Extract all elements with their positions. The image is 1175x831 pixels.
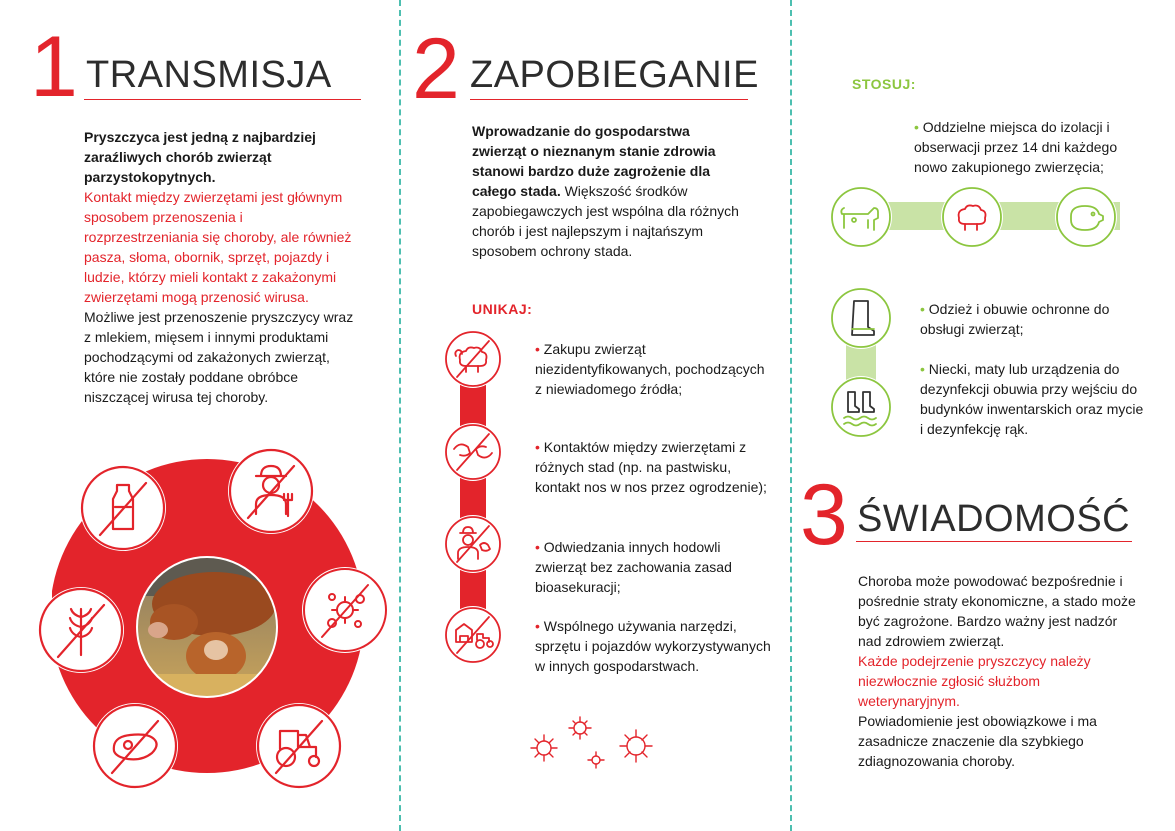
pig-icon (1055, 186, 1117, 248)
cow-and-calf-photo (136, 556, 278, 698)
transmission-text (84, 127, 356, 407)
cow-icon (830, 186, 892, 248)
use-item-3: • Niecki, maty lub urządzenia do dezynfekcji obuwia przy wejściu do budynków inwentarskich oraz mycie i dezynfekcję rąk. (920, 361, 1144, 437)
transmission-products-text: Możliwe jest przenoszenie pryszczycy wraz z mlekiem, mięsem i innymi produktami pochodzącymi od zakażonych zwierząt, które nie zostały poddane obróbce niszczącej wirusa tej choroby. (84, 309, 354, 405)
title-underline-3 (856, 541, 1132, 542)
prevention-intro-rest: Większość środków zapobiegawczych jest wspólna dla różnych chorób i jest najlepszym i najtańszym sposobem ochrony stada. (472, 183, 739, 259)
milk-bottle-icon (80, 465, 166, 551)
prevention-intro-bold: Wprowadzanie do gospodarstwa zwierząt o nieznanym stanie zdrowia stanowi bardzo duże zagrożenie dla całego stada. (472, 123, 716, 199)
meat-icon (92, 703, 178, 789)
section-number-3: 3 (800, 467, 848, 563)
awareness-mandatory-text: Powiadomienie jest obowiązkowe i ma zasadnicze znaczenie dla szybkiego zdiagnozowania choroby. (858, 713, 1097, 769)
farmer-icon (228, 448, 314, 534)
virus-icon (302, 567, 388, 653)
section-number-1: 1 (30, 19, 78, 115)
tractor-icon (256, 703, 342, 789)
transmission-intro: Pryszczyca jest jedną z najbardziej zaraźliwych chorób zwierząt parzystokopytnych. (84, 129, 316, 185)
disinfection-mat-icon (830, 376, 892, 438)
animals-contact-icon (444, 423, 502, 481)
awareness-text (858, 571, 1143, 771)
section-title-swiadomosc: ŚWIADOMOŚĆ (857, 498, 1131, 540)
wheat-icon (38, 587, 124, 673)
title-underline-2 (470, 99, 748, 100)
section-number-2: 2 (412, 21, 460, 117)
avoid-item-2: • Kontaktów między zwierzętami z różnych stad (np. na pastwisku, kontakt nos w nos przez ogrodzenie); (535, 439, 767, 495)
section-title-zapobieganie: ZAPOBIEGANIE (470, 54, 759, 96)
prevention-intro (472, 121, 742, 261)
section-title-transmisja: TRANSMISJA (86, 54, 332, 96)
avoid-item-3: • Odwiedzania innych hodowli zwierząt bez zachowania zasad bioasekuracji; (535, 539, 732, 595)
avoid-item-4: • Wspólnego używania narzędzi, sprzętu i pojazdów wykorzystywanych w innych gospodarstwach. (535, 618, 771, 674)
use-item-1: • Oddzielne miejsca do izolacji i obserwacji przez 14 dni każdego nowo zakupionego zwierzęcia; (914, 119, 1118, 175)
sheep-icon-green (941, 186, 1003, 248)
awareness-report-text: Każde podejrzenie pryszczycy należy niezwłocznie zgłosić służbom weterynaryjnym. (858, 653, 1091, 709)
title-underline-1 (84, 99, 361, 100)
use-item-2: • Odzież i obuwie ochronne do obsługi zwierząt; (920, 301, 1110, 337)
transmission-contact-text: Kontakt między zwierzętami jest głównym sposobem przenoszenia i rozprzestrzeniania się choroby, ale również pasza, słoma, obornik, sprzęt, pojazdy i ludzie, którzy mieli kontakt z zakażonymi zwierzętami mogą przenosić wirusa. (84, 189, 352, 305)
sheep-icon (444, 330, 502, 388)
column-divider-1 (399, 0, 401, 831)
avoid-label: UNIKAJ: (472, 301, 533, 317)
column-divider-2 (790, 0, 792, 831)
visitor-icon (444, 515, 502, 573)
tools-vehicles-icon (444, 606, 502, 664)
avoid-item-1: • Zakupu zwierząt niezidentyfikowanych, pochodzących z niewiadomego źródła; (535, 341, 765, 397)
boot-icon (830, 287, 892, 349)
awareness-losses-text: Choroba może powodować bezpośrednie i pośrednie straty ekonomiczne, a stado może być zagrożone. Bardzo ważny jest nadzór nad zdrowiem zwierząt. (858, 573, 1136, 649)
decorative-virus-icon (522, 714, 668, 782)
use-label: STOSUJ: (852, 76, 916, 92)
